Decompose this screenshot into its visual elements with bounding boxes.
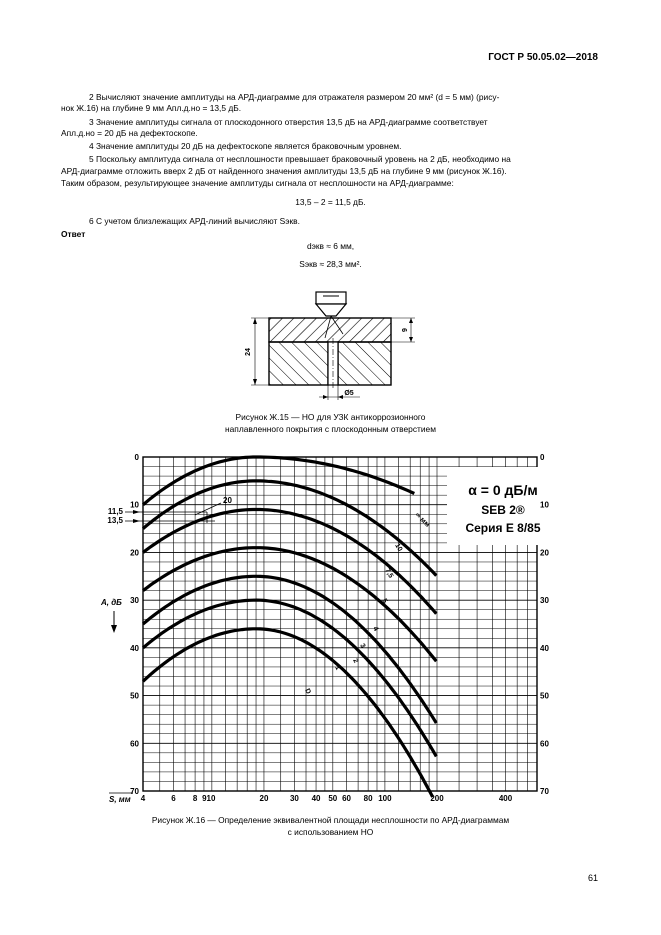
chart-curves [143, 457, 436, 797]
x-tick-label: 4 [140, 794, 146, 803]
page-number: 61 [587, 873, 598, 883]
y-tick-right: 40 [540, 643, 549, 653]
paragraph-5-line-3: Таким образом, результирующее значение амплитуды сигнала от несплошности на АРД-диаграмме: [61, 178, 454, 188]
x-tick-label: 8 [192, 794, 198, 803]
curve-label: 5 [380, 597, 389, 605]
dim-24: 24 [245, 348, 252, 356]
y-tick-left: 60 [130, 739, 139, 749]
dim-diameter: Ø5 [344, 390, 354, 397]
marker-20: 20 [223, 496, 232, 505]
y-tick-left: 0 [134, 453, 139, 462]
y-tick-right: 10 [540, 500, 549, 510]
formula: 13,5 – 2 = 11,5 дБ. [295, 197, 366, 207]
y-tick-right: 30 [540, 596, 549, 606]
x-tick-label: 80 [363, 794, 373, 803]
y-tick-left: 50 [130, 691, 139, 701]
ard-curve [143, 597, 436, 756]
figure-16-chart [95, 445, 570, 807]
curve-label: 10 [393, 542, 404, 553]
y-axis-label: A, дБ [101, 598, 122, 607]
x-tick-label: 20 [259, 794, 269, 803]
curve-label: D [303, 687, 312, 696]
x-axis-label: S, мм [109, 795, 131, 804]
x-tick-label: 910 [202, 794, 216, 803]
y-tick-right: 0 [540, 453, 545, 462]
legend-series: Серия E 8/85 [465, 521, 541, 535]
x-tick-labels [141, 794, 513, 803]
curve-label: 7,5 [383, 567, 395, 580]
legend-attenuation: α = 0 дБ/м [468, 482, 538, 498]
x-tick-label: 100 [378, 794, 392, 803]
marker-115: 11,5 [107, 507, 123, 516]
paragraph-5-line-2: АРД-диаграмме отложить вверх 2 дБ от найденного значения амплитуды 13,5 дБ на глубине 9 мм (рисунок Ж.16). [61, 166, 507, 176]
y-tick-left: 70 [130, 787, 139, 796]
cladding-layer [269, 318, 391, 342]
curve-label: 4 [371, 625, 380, 633]
transducer [316, 292, 346, 316]
figure-16-caption-2: с использованием НО [287, 827, 374, 837]
doc-number: ГОСТ Р 50.05.02—2018 [488, 52, 598, 63]
y-tick-left: 30 [130, 596, 139, 606]
ard-curve [143, 510, 436, 614]
x-tick-label: 40 [311, 794, 321, 803]
answer-s: Sэкв ≈ 28,3 мм². [299, 259, 362, 269]
dim-9: 9 [402, 328, 409, 332]
paragraph-5-line-1: 5 Поскольку амплитуда сигнала от несплошности превышает браковочный уровень на 2 дБ, необходимо на [89, 154, 511, 164]
y-tick-right: 60 [540, 739, 549, 749]
figure-15-caption-2: наплавленного покрытия с плоскодонным отверстием [225, 424, 436, 434]
y-tick-right: 20 [540, 548, 549, 558]
paragraph-6: 6 С учетом близлежащих АРД-линий вычисляют Sэкв. [89, 216, 300, 226]
answer-label: Ответ [61, 229, 86, 239]
y-tick-right: 70 [540, 787, 549, 796]
paragraph-4: 4 Значение амплитуды 20 дБ на дефектоскопе является браковочным уровнем. [89, 141, 402, 151]
y-tick-left: 10 [130, 500, 139, 510]
marker-135: 13,5 [107, 516, 123, 525]
legend-transducer: SEB 2® [481, 503, 525, 517]
paragraph-3-line-2: Aпл.д.но = 20 дБ на дефектоскопе. [61, 128, 198, 138]
curve-label: 3 [358, 642, 367, 650]
chart-legend [447, 467, 555, 545]
y-tick-right: 50 [540, 691, 549, 701]
paragraph-2-line-2: нок Ж.16) на глубине 9 мм Aпл.д.но = 13,5 дБ. [61, 103, 242, 113]
figure-15-caption-1: Рисунок Ж.15 — НО для УЗК антикоррозионного [235, 412, 426, 422]
curve-label: 1 [333, 664, 342, 672]
x-tick-label: 200 [430, 794, 444, 803]
answer-d: dэкв ≈ 6 мм, [306, 241, 355, 251]
y-tick-left: 20 [130, 548, 139, 558]
curve-label: 2 [351, 657, 360, 665]
x-tick-label: 50 [328, 794, 338, 803]
curve-label: ∞ мм [413, 511, 431, 529]
paragraph-3-line-1: 3 Значение амплитуды сигнала от плоскодонного отверстия 13,5 дБ на АРД-диаграмме соответствует [89, 117, 488, 127]
x-tick-label: 400 [498, 794, 513, 803]
base-metal-right [338, 342, 391, 385]
x-tick-label: 6 [171, 794, 176, 803]
y-tick-left: 40 [130, 643, 139, 653]
x-tick-label: 30 [289, 794, 299, 803]
x-tick-label: 60 [342, 794, 351, 803]
figure-15-drawing [235, 286, 430, 406]
figure-16-caption-1: Рисунок Ж.16 — Определение эквивалентной площади несплошности по АРД-диаграммам [151, 815, 510, 825]
paragraph-2-line-1: 2 Вычисляют значение амплитуды на АРД-диаграмме для отражателя размером 20 мм² (d = 5 мм) (рису- [89, 92, 500, 102]
base-metal-left [269, 342, 328, 385]
